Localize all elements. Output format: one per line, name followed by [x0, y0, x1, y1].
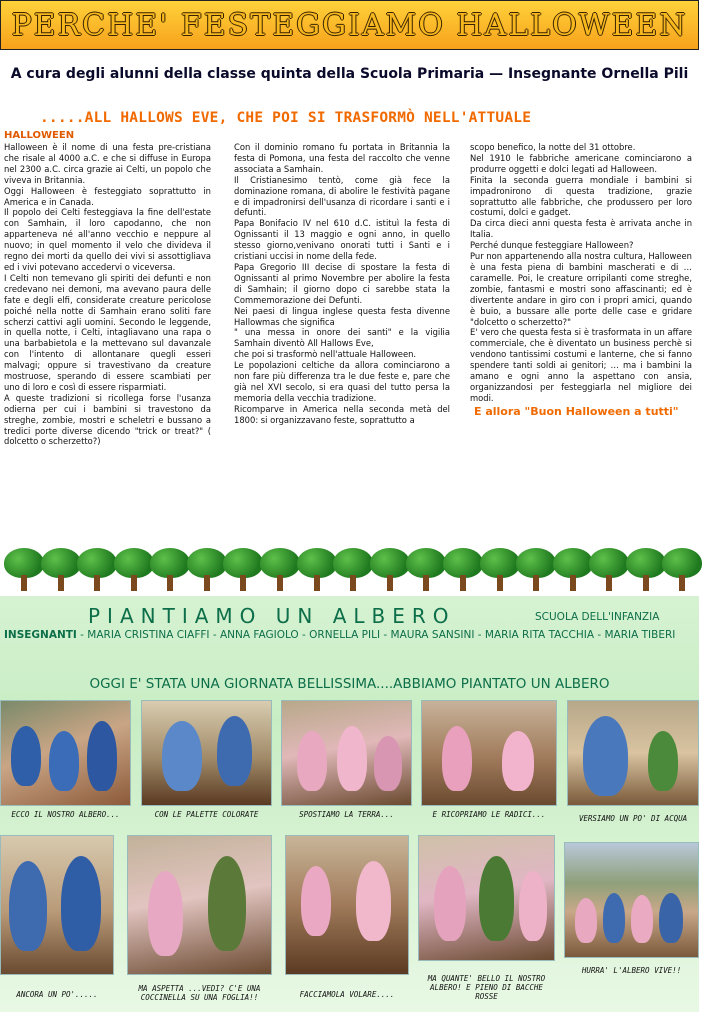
article-column-1	[4, 142, 211, 447]
paragraph: Le popolazioni celtiche da allora cominciarono a non fare più differenza tra le due feste e, pare che già nel XVI secolo, si era quasi del tutto persa la memoria della vecchia tradizione.	[234, 360, 450, 403]
paragraph: Papa Bonifacio IV nel 610 d.C. istituì la festa di Ognissanti il 13 maggio e ogni anno, in quello stesso giorno,venivano onorati tutti i Santi e i cristiani uccisi in nome della fede.	[234, 218, 450, 262]
article-column-3	[470, 142, 692, 418]
photo-caption-1: ECCO IL NOSTRO ALBERO...	[11, 810, 120, 819]
authors-subtitle: A cura degli alunni della classe quinta della Scuola Primaria — Insegnante Ornella Pili	[10, 66, 689, 82]
photo-6	[0, 835, 114, 975]
paragraph: Con il dominio romano fu portata in Britannia la festa di Pomona, una festa del raccolto che venne associata a Samhain.	[234, 142, 450, 174]
paragraph: scopo benefico, la notte del 31 ottobre.	[470, 142, 636, 152]
tree-icon	[258, 548, 295, 592]
article-column-2	[234, 142, 450, 426]
closing-greeting: E allora "Buon Halloween a tutti"	[474, 404, 679, 418]
paragraph: E' vero che questa festa si è trasformata in un affare commerciale, che è diventato un business perchè si vendono tantissimi costumi e lanterne, che si fanno spendere tanti soldi ai genitori; … ma i bambini la amano e ogni anno la aspettano con ansia, organizzandosi per festeggiarla nel migliore dei modi.	[470, 327, 692, 403]
paragraph: Finita la seconda guerra mondiale i bambini si impadronirono di questa tradizione, grazie soprattutto alle fabbriche, che produssero per loro costumi, dolci e gadget.	[470, 174, 692, 218]
tree-icon	[441, 548, 478, 592]
photo-5	[567, 700, 699, 806]
photo-2	[141, 700, 272, 806]
tree-icon	[295, 548, 332, 592]
tree-icon	[185, 548, 222, 592]
planting-title: PIANTIAMO UN ALBERO	[88, 604, 456, 628]
photo-caption-6: ANCORA UN PO'.....	[16, 990, 98, 999]
photo-10	[564, 842, 699, 958]
photo-caption-7: MA ASPETTA ...VEDI? C'E UNA COCCINELLA SU UNA FOGLIA!!	[138, 984, 261, 1002]
paragraph: " una messa in onore dei santi" e la vigilia Samhain diventò All Hallows Eve,	[234, 327, 450, 349]
paragraph: I Celti non temevano gli spiriti dei defunti e non credevano nei demoni, ma avevano paura delle fate e degli elfi, considerate creature pericolose poiché nella notte di Samhain erano soliti fare scherzi cattivi agli uomini. Secondo le leggende, in quella notte, i Celti, intagliavano una rapa o una barbabietola e la mettevano sul davanzale con l'intento di allontanare quegli esseri malvagi; oppure si travestivano da creature mostruose, sperando di essere scambiati per uno di loro e così di essere risparmiati.	[4, 272, 211, 392]
paragraph: Pur non appartenendo alla nostra cultura, Halloween è una festa piena di bambini mascherati e di … caramelle. Poi, le creature orripilanti come streghe, zombie, fantasmi e mostri sono affascinanti; ed è divertente andare in giro con i propri amici, quando è buio, a bussare alle porte delle case e gridare "dolcetto o scherzetto?"	[470, 251, 692, 327]
paragraph: Il Cristianesimo tentò, come già fece la dominazione romana, di abolire le festività pagane e di impadronirsi dell'usanza di ricordare i santi e i defunti.	[234, 174, 450, 218]
article-heading: .....ALL HALLOWS EVE, CHE POI SI TRASFORMÒ NELL'ATTUALE	[40, 110, 532, 126]
paragraph: Ricomparve in America nella seconda metà del 1800: si organizzavano feste, soprattutto a	[234, 403, 450, 425]
tree-icon	[148, 548, 185, 592]
photo-caption-10: HURRA' L'ALBERO VIVE!!	[581, 966, 682, 975]
tree-icon	[514, 548, 551, 592]
article-body	[4, 142, 696, 542]
paragraph: Il popolo dei Celti festeggiava la fine dell'estate con Samhain, il loro capodanno, che non apparteneva né all'anno vecchio e neppure al nuovo; in quel momento il velo che divideva il regno dei morti da quello dei vivi si assottigliava ed i vivi potevano accedervi o viceversa.	[4, 207, 211, 272]
photo-caption-2: CON LE PALETTE COLORATE	[154, 810, 259, 819]
title-banner	[0, 0, 699, 50]
page-title: PERCHE' FESTEGGIAMO HALLOWEEN	[11, 7, 688, 43]
paragraph: che poi si trasformò nell'attuale Halloween.	[234, 349, 417, 360]
tree-icon	[112, 548, 149, 592]
paragraph: Nel 1910 le fabbriche americane cominciarono a produrre oggetti e dolci legati ad Halloween.	[470, 152, 692, 174]
paragraph: Oggi Halloween è festeggiato soprattutto in America e in Canada.	[4, 185, 211, 207]
photo-1	[0, 700, 131, 806]
teachers-list	[4, 628, 694, 643]
paragraph: Nei paesi di lingua inglese questa festa divenne Hallowmas che significa	[234, 305, 450, 327]
teachers-label: INSEGNANTI	[4, 629, 77, 641]
photo-caption-4: E RICOPRIAMO LE RADICI...	[432, 810, 546, 819]
tree-icon	[2, 548, 39, 592]
photo-4	[421, 700, 557, 806]
tree-icon	[587, 548, 624, 592]
tree-icon	[368, 548, 405, 592]
tree-icon	[624, 548, 661, 592]
photo-8	[285, 835, 409, 975]
paragraph: Halloween è il nome di una festa pre-cristiana che risale al 4000 a.C. e che si diffuse in Europa nel 2300 a.C. circa grazie ai Celti, un popolo che viveva in Britannia.	[4, 142, 211, 185]
photo-3	[281, 700, 412, 806]
article-heading-cut: HALLOWEEN	[4, 130, 75, 141]
tree-icon	[478, 548, 515, 592]
photo-caption-9: MA QUANTE' BELLO IL NOSTRO ALBERO! E PIENO DI BACCHE ROSSE	[427, 974, 546, 1001]
photo-9	[418, 835, 555, 961]
tree-icon	[331, 548, 368, 592]
tree-icon	[75, 548, 112, 592]
photo-caption-3: SPOSTIAMO LA TERRA...	[299, 810, 394, 819]
photo-caption-5: VERSIAMO UN PO' DI ACQUA	[578, 814, 688, 823]
paragraph: A queste tradizioni si ricollega forse l'usanza odierna per cui i bambini si travestono da streghe, zombie, mostri e scheletri e bussano a tredici porte diverse dicendo "trick or treat?" ( dolcetto o scherzetto?)	[4, 392, 211, 447]
tree-icon	[551, 548, 588, 592]
photo-7	[127, 835, 272, 975]
tree-border	[0, 548, 699, 594]
tree-icon	[221, 548, 258, 592]
photo-caption-8: FACCIAMOLA VOLARE....	[299, 990, 395, 999]
tree-icon	[404, 548, 441, 592]
tree-icon	[39, 548, 76, 592]
paragraph: Da circa dieci anni questa festa è arrivata anche in Italia.	[470, 218, 692, 240]
paragraph: Papa Gregorio III decise di spostare la festa di Ognissanti al primo Novembre per abolire la festa di Samhain; il giorno dopo ci sarebbe stata la Commemorazione dei Defunti.	[234, 261, 450, 305]
teachers-names: - MARIA CRISTINA CIAFFI - ANNA FAGIOLO - ORNELLA PILI - MAURA SANSINI - MARIA RITA TACCHIA - MARIA TIBERI	[76, 629, 676, 641]
day-title: OGGI E' STATA UNA GIORNATA BELLISSIMA....ABBIAMO PIANTATO UN ALBERO	[89, 676, 610, 692]
paragraph: Perché dunque festeggiare Halloween?	[470, 240, 634, 251]
tree-icon	[660, 548, 697, 592]
school-label: SCUOLA DELL'INFANZIA	[535, 611, 660, 623]
